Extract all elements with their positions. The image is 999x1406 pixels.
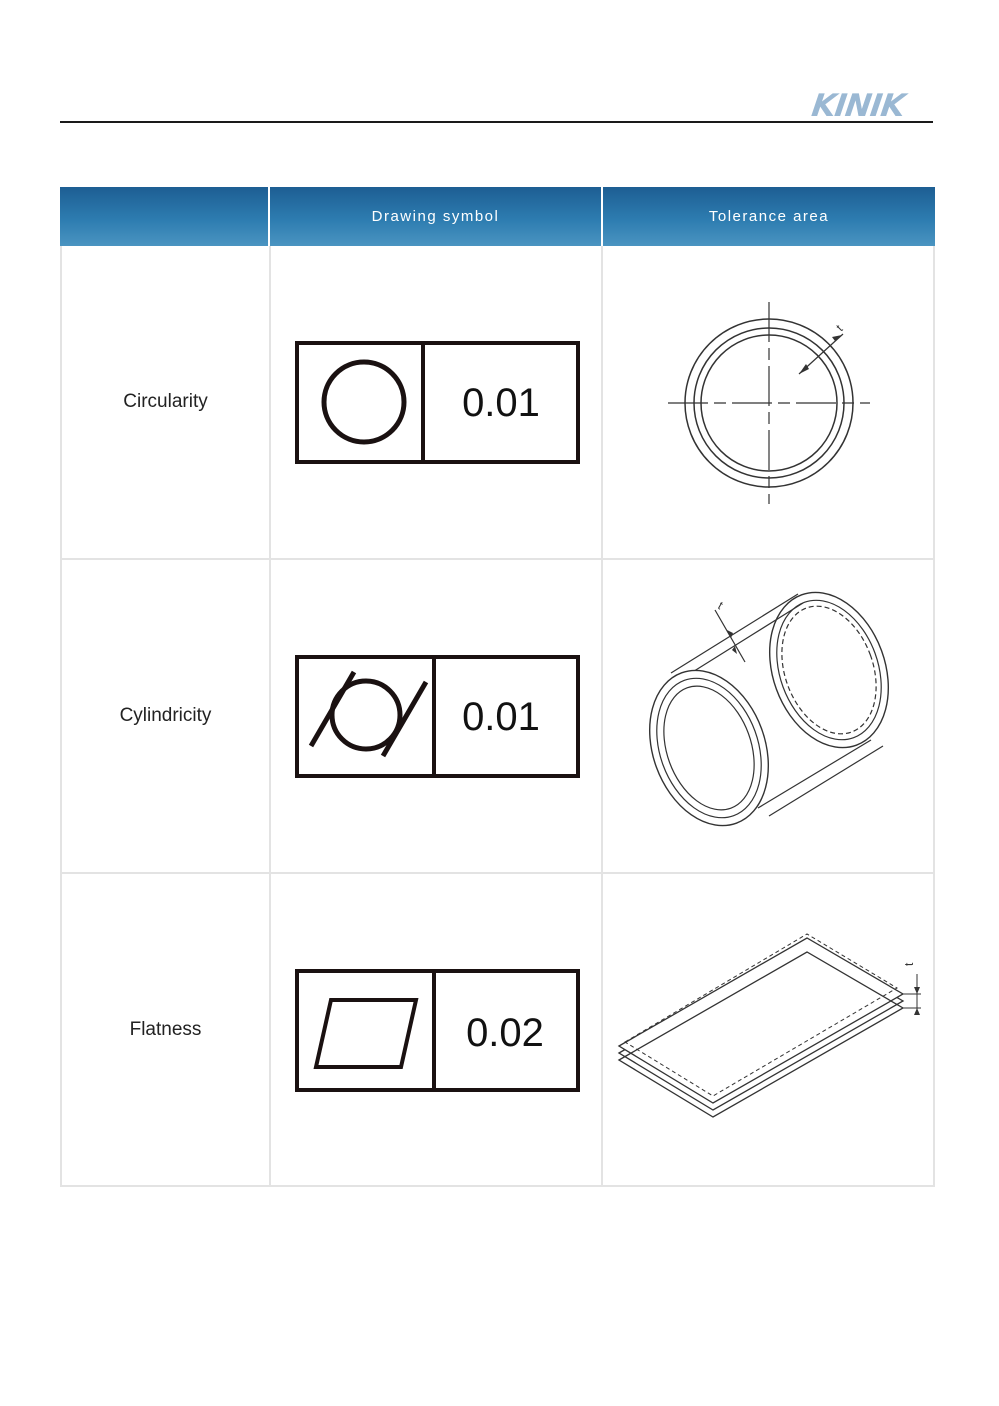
header-cell-tolerance-area: Tolerance area <box>603 187 935 246</box>
table-row-cylindricity <box>62 560 933 872</box>
tolerance-area-cell <box>603 560 933 872</box>
row-label: Flatness <box>62 874 271 1185</box>
table-header <box>60 187 935 246</box>
tolerance-table <box>60 187 935 1187</box>
table-row-flatness <box>62 874 933 1185</box>
row-label: Cylindricity <box>62 560 271 872</box>
flatness-tolerance-diagram <box>603 874 933 1185</box>
drawing-symbol-cell <box>271 246 603 558</box>
tolerance-value: 0.02 <box>466 1011 544 1055</box>
tolerance-value: 0.01 <box>462 381 540 425</box>
kinik-logo: KINIK <box>809 88 907 124</box>
tolerance-area-cell <box>603 246 933 558</box>
circle-symbol-icon <box>324 362 404 442</box>
table-row-circularity <box>62 246 933 558</box>
flatness-feature-frame <box>271 874 601 1185</box>
cylindricity-symbol-icon <box>311 672 426 756</box>
drawing-symbol-cell <box>271 560 603 872</box>
tolerance-t-label: t <box>833 321 846 335</box>
tolerance-area-cell <box>603 874 933 1185</box>
circularity-tolerance-diagram <box>603 246 933 558</box>
header-cell-blank <box>60 187 268 246</box>
parallelogram-symbol-icon <box>316 1000 416 1067</box>
drawing-symbol-cell <box>271 874 603 1185</box>
header-rule <box>60 121 933 123</box>
header-cell-drawing-symbol: Drawing symbol <box>270 187 601 246</box>
tolerance-t-label: t <box>902 962 916 966</box>
tolerance-t-label: t <box>715 598 726 613</box>
tolerance-value: 0.01 <box>462 695 540 739</box>
circularity-feature-frame <box>271 246 601 558</box>
cylindricity-feature-frame <box>271 560 601 872</box>
cylindricity-tolerance-diagram <box>603 560 933 872</box>
row-label: Circularity <box>62 246 271 558</box>
